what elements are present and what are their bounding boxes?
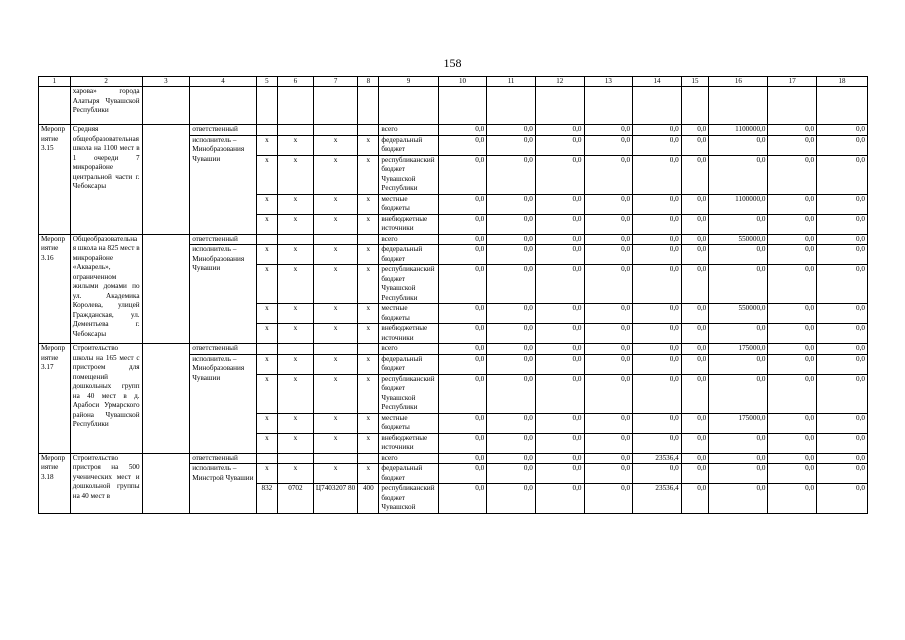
funding-source: внебюджетные источники	[379, 433, 438, 453]
funding-source: республиканский бюджет Чувашской Республики	[379, 265, 438, 304]
measure-label: Мероприятие 3.15	[39, 125, 71, 235]
col-header: 12	[535, 77, 584, 87]
table-row: исполнитель – Минобразования Чувашии х х х х федеральный бюджет 0,0 0,0 0,0 0,0 0,0 0,0 0,0 0,0 0,0	[39, 354, 868, 374]
code-grbs: 832	[256, 484, 277, 514]
executor: ответственный	[190, 234, 257, 245]
table-row: х х х х внебюджетные источники 0,0 0,0 0,0 0,0 0,0 0,0 0,0 0,0 0,0	[39, 433, 868, 453]
col-header: 2	[70, 77, 142, 87]
measure-label: Мероприятие 3.17	[39, 344, 71, 454]
table-row: х х х х местные бюджеты 0,0 0,0 0,0 0,0 0,0 0,0 550000,0 0,0 0,0	[39, 304, 868, 324]
executor-detail: исполнитель – Минобразования Чувашии	[190, 354, 257, 453]
table-row: исполнитель – Минобразования Чувашии х х х х федеральный бюджет 0,0 0,0 0,0 0,0 0,0 0,0 0,0 0,0 0,0	[39, 245, 868, 265]
table-row: Мероприятие 3.15 Средняя общеобразовательная школа на 1100 мест в 1 очереди 7 микрорайоне центральной части г. Чебоксары ответственный всего 0,0 0,0 0,0 0,0 0,0 0,0 1100000,0 0,0 0,0	[39, 125, 868, 136]
executor-detail: исполнитель – Минстрой Чувашии	[190, 464, 257, 514]
table-row: Мероприятие 3.17 Строительство школы на 165 мест с пристроем для помещений дошкольных групп на 40 мест в д. Арабоси Урмарского района Чувашской Республики ответственный всего 0,0 0,0 0,0 0,0 0,0 0,0 175000,0 0,0 0,0	[39, 344, 868, 355]
table-row: х х х х местные бюджеты 0,0 0,0 0,0 0,0 0,0 0,0 175000,0 0,0 0,0	[39, 413, 868, 433]
table-row: исполнитель – Минобразования Чувашии х х х х федеральный бюджет 0,0 0,0 0,0 0,0 0,0 0,0 0,0 0,0 0,0	[39, 135, 868, 155]
col-header: 14	[633, 77, 682, 87]
table-row: 832 0702 Ц7403207 80 400 республиканский бюджет Чувашской 0,0 0,0 0,0 0,0 23536,4 0,0 0,0 0,0 0,0	[39, 484, 868, 514]
funding-source: республиканский бюджет Чувашской Республики	[379, 374, 438, 413]
col-header: 10	[438, 77, 487, 87]
executor-detail: исполнитель – Минобразования Чувашии	[190, 245, 257, 344]
col-header: 17	[768, 77, 817, 87]
funding-source: федеральный бюджет	[379, 354, 438, 374]
table-row: х х х х местные бюджеты 0,0 0,0 0,0 0,0 0,0 0,0 1100000,0 0,0 0,0	[39, 194, 868, 214]
funding-source: местные бюджеты	[379, 413, 438, 433]
executor: ответственный	[190, 453, 257, 464]
table-row	[39, 87, 868, 125]
col-header: 3	[142, 77, 190, 87]
col-header: 13	[584, 77, 633, 87]
funding-source: местные бюджеты	[379, 304, 438, 324]
code-csr: Ц7403207 80	[313, 484, 357, 514]
funding-source: внебюджетные источники	[379, 324, 438, 344]
col-header: 6	[277, 77, 313, 87]
col-header: 1	[39, 77, 71, 87]
measure-name: Общеобразовательная школа на 825 мест в микрорайоне «Акварель», ограниченном жилыми домами по ул. Академика Королева, улицей Гражданская, ул. Дементьева г. Чебоксары	[70, 234, 142, 344]
table-row: х х х х республиканский бюджет Чувашской Республики 0,0 0,0 0,0 0,0 0,0 0,0 0,0 0,0 0,0	[39, 155, 868, 194]
executor: ответственный	[190, 344, 257, 355]
code-rz: 0702	[277, 484, 313, 514]
funding-source: республиканский бюджет Чувашской Республики	[379, 155, 438, 194]
funding-source: местные бюджеты	[379, 194, 438, 214]
page-number: 158	[443, 56, 462, 70]
code-vr: 400	[358, 484, 379, 514]
funding-source: федеральный бюджет	[379, 245, 438, 265]
funding-source: всего	[379, 234, 438, 245]
header-row	[39, 77, 868, 87]
funding-source: внебюджетные источники	[379, 214, 438, 234]
executor: ответственный	[190, 125, 257, 136]
measure-label: Мероприятие 3.16	[39, 234, 71, 344]
col-header: 15	[681, 77, 708, 87]
measure-label: Мероприятие 3.18	[39, 453, 71, 513]
col-header: 8	[358, 77, 379, 87]
measure-name: Средняя общеобразовательная школа на 1100 мест в 1 очереди 7 микрорайоне центральной части г. Чебоксары	[70, 125, 142, 235]
table-row: исполнитель – Минстрой Чувашии х х х х федеральный бюджет 0,0 0,0 0,0 0,0 0,0 0,0 0,0 0,0 0,0	[39, 464, 868, 484]
table-row: х х х х внебюджетные источники 0,0 0,0 0,0 0,0 0,0 0,0 0,0 0,0 0,0	[39, 324, 868, 344]
measure-name: Строительство школы на 165 мест с пристроем для помещений дошкольных групп на 40 мест в д. Арабоси Урмарского района Чувашской Республики	[70, 344, 142, 454]
funding-source: федеральный бюджет	[379, 464, 438, 484]
measure-name: Строительство пристроя на 500 ученических мест и дошкольной группы на 40 мест в	[70, 453, 142, 513]
col-header: 4	[190, 77, 257, 87]
funding-source: федеральный бюджет	[379, 135, 438, 155]
table-row: х х х х внебюджетные источники 0,0 0,0 0,0 0,0 0,0 0,0 0,0 0,0 0,0	[39, 214, 868, 234]
executor-detail: исполнитель – Минобразования Чувашии	[190, 135, 257, 234]
measure-name: харова» города Алатыря Чувашской Республики	[70, 87, 142, 125]
table-row: х х х х республиканский бюджет Чувашской Республики 0,0 0,0 0,0 0,0 0,0 0,0 0,0 0,0 0,0	[39, 265, 868, 304]
funding-source: республиканский бюджет Чувашской	[379, 484, 438, 514]
col-header: 7	[313, 77, 357, 87]
table-row: х х х х республиканский бюджет Чувашской Республики 0,0 0,0 0,0 0,0 0,0 0,0 0,0 0,0 0,0	[39, 374, 868, 413]
budget-table	[38, 76, 868, 514]
funding-source: всего	[379, 125, 438, 136]
col-header: 16	[709, 77, 768, 87]
col-header: 9	[379, 77, 438, 87]
funding-source: всего	[379, 344, 438, 355]
col-header: 18	[817, 77, 868, 87]
col-header: 5	[256, 77, 277, 87]
table-row: Мероприятие 3.16 Общеобразовательная школа на 825 мест в микрорайоне «Акварель», ограниченном жилыми домами по ул. Академика Королева, улицей Гражданская, ул. Дементьева г. Чебоксары ответственный всего 0,0 0,0 0,0 0,0 0,0 0,0 550000,0 0,0 0,0	[39, 234, 868, 245]
funding-source: всего	[379, 453, 438, 464]
table-row: Мероприятие 3.18 Строительство пристроя на 500 ученических мест и дошкольной группы на 40 мест в ответственный всего 0,0 0,0 0,0 0,0 23536,4 0,0 0,0 0,0 0,0	[39, 453, 868, 464]
col-header: 11	[487, 77, 536, 87]
